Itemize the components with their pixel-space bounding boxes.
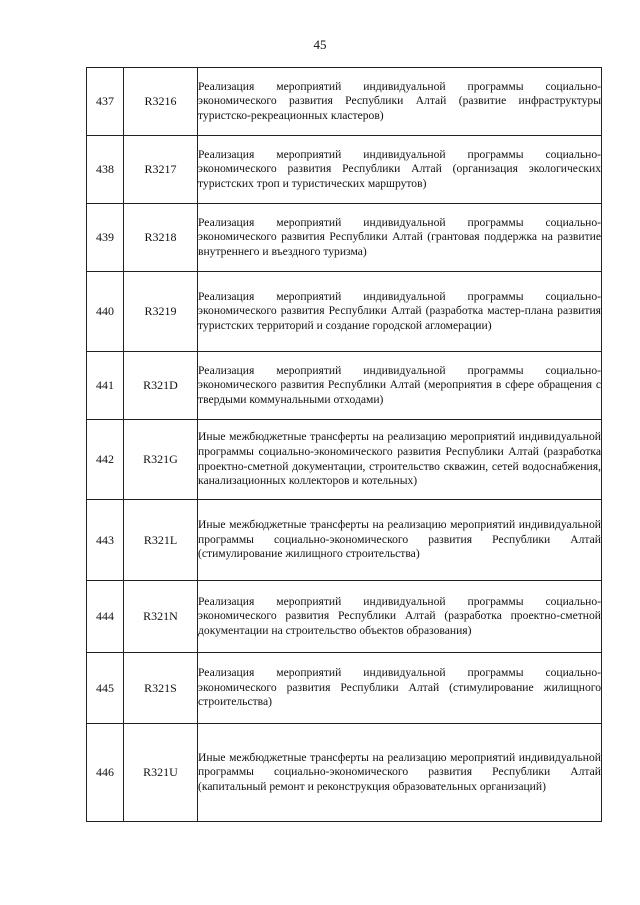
row-code: R321U xyxy=(124,724,198,822)
row-description: Иные межбюджетные трансферты на реализацию мероприятий индивидуальной программы социально-экономического развития Республики Алтай (разработка проектно-сметной документации, строительство скважин, сетей водоснабжения, канализационных коллекторов и котельных) xyxy=(198,420,602,500)
row-number: 437 xyxy=(87,68,124,136)
table-row xyxy=(87,204,602,272)
row-code: R321S xyxy=(124,653,198,724)
table-row xyxy=(87,653,602,724)
row-description: Реализация мероприятий индивидуальной программы социально-экономического развития Республики Алтай (организация экологических туристских троп и туристических маршрутов) xyxy=(198,136,602,204)
row-code: R321L xyxy=(124,500,198,581)
row-description: Реализация мероприятий индивидуальной программы социально-экономического развития Республики Алтай (грантовая поддержка на развитие внутреннего и въездного туризма) xyxy=(198,204,602,272)
row-code: R321D xyxy=(124,352,198,420)
row-code: R321G xyxy=(124,420,198,500)
row-description: Иные межбюджетные трансферты на реализацию мероприятий индивидуальной программы социально-экономического развития Республики Алтай (стимулирование жилищного строительства) xyxy=(198,500,602,581)
row-number: 441 xyxy=(87,352,124,420)
table-row xyxy=(87,136,602,204)
row-number: 438 xyxy=(87,136,124,204)
table-row xyxy=(87,352,602,420)
row-number: 439 xyxy=(87,204,124,272)
row-code: R321N xyxy=(124,581,198,653)
row-number: 440 xyxy=(87,272,124,352)
row-number: 445 xyxy=(87,653,124,724)
table-row xyxy=(87,500,602,581)
row-code: R3216 xyxy=(124,68,198,136)
row-code: R3219 xyxy=(124,272,198,352)
row-description: Реализация мероприятий индивидуальной программы социально-экономического развития Республики Алтай (мероприятия в сфере обращения с твердыми коммунальными отходами) xyxy=(198,352,602,420)
row-description: Реализация мероприятий индивидуальной программы социально-экономического развития Республики Алтай (стимулирование жилищного строительства) xyxy=(198,653,602,724)
row-number: 444 xyxy=(87,581,124,653)
row-description: Реализация мероприятий индивидуальной программы социально-экономического развития Республики Алтай (развитие инфраструктуры туристско-рекреационных кластеров) xyxy=(198,68,602,136)
table-row xyxy=(87,724,602,822)
table-row xyxy=(87,68,602,136)
table-row xyxy=(87,272,602,352)
table-row xyxy=(87,420,602,500)
row-description: Реализация мероприятий индивидуальной программы социально-экономического развития Республики Алтай (разработка проектно-сметной документации на строительство объектов образования) xyxy=(198,581,602,653)
budget-codes-table xyxy=(86,67,602,822)
row-number: 446 xyxy=(87,724,124,822)
row-number: 442 xyxy=(87,420,124,500)
page-number: 45 xyxy=(313,37,327,52)
row-code: R3217 xyxy=(124,136,198,204)
row-description: Иные межбюджетные трансферты на реализацию мероприятий индивидуальной программы социально-экономического развития Республики Алтай (капитальный ремонт и реконструкция образовательных организаций) xyxy=(198,724,602,822)
row-description: Реализация мероприятий индивидуальной программы социально-экономического развития Республики Алтай (разработка мастер-плана развития туристских территорий и создание городской агломерации) xyxy=(198,272,602,352)
row-code: R3218 xyxy=(124,204,198,272)
table-row xyxy=(87,581,602,653)
row-number: 443 xyxy=(87,500,124,581)
